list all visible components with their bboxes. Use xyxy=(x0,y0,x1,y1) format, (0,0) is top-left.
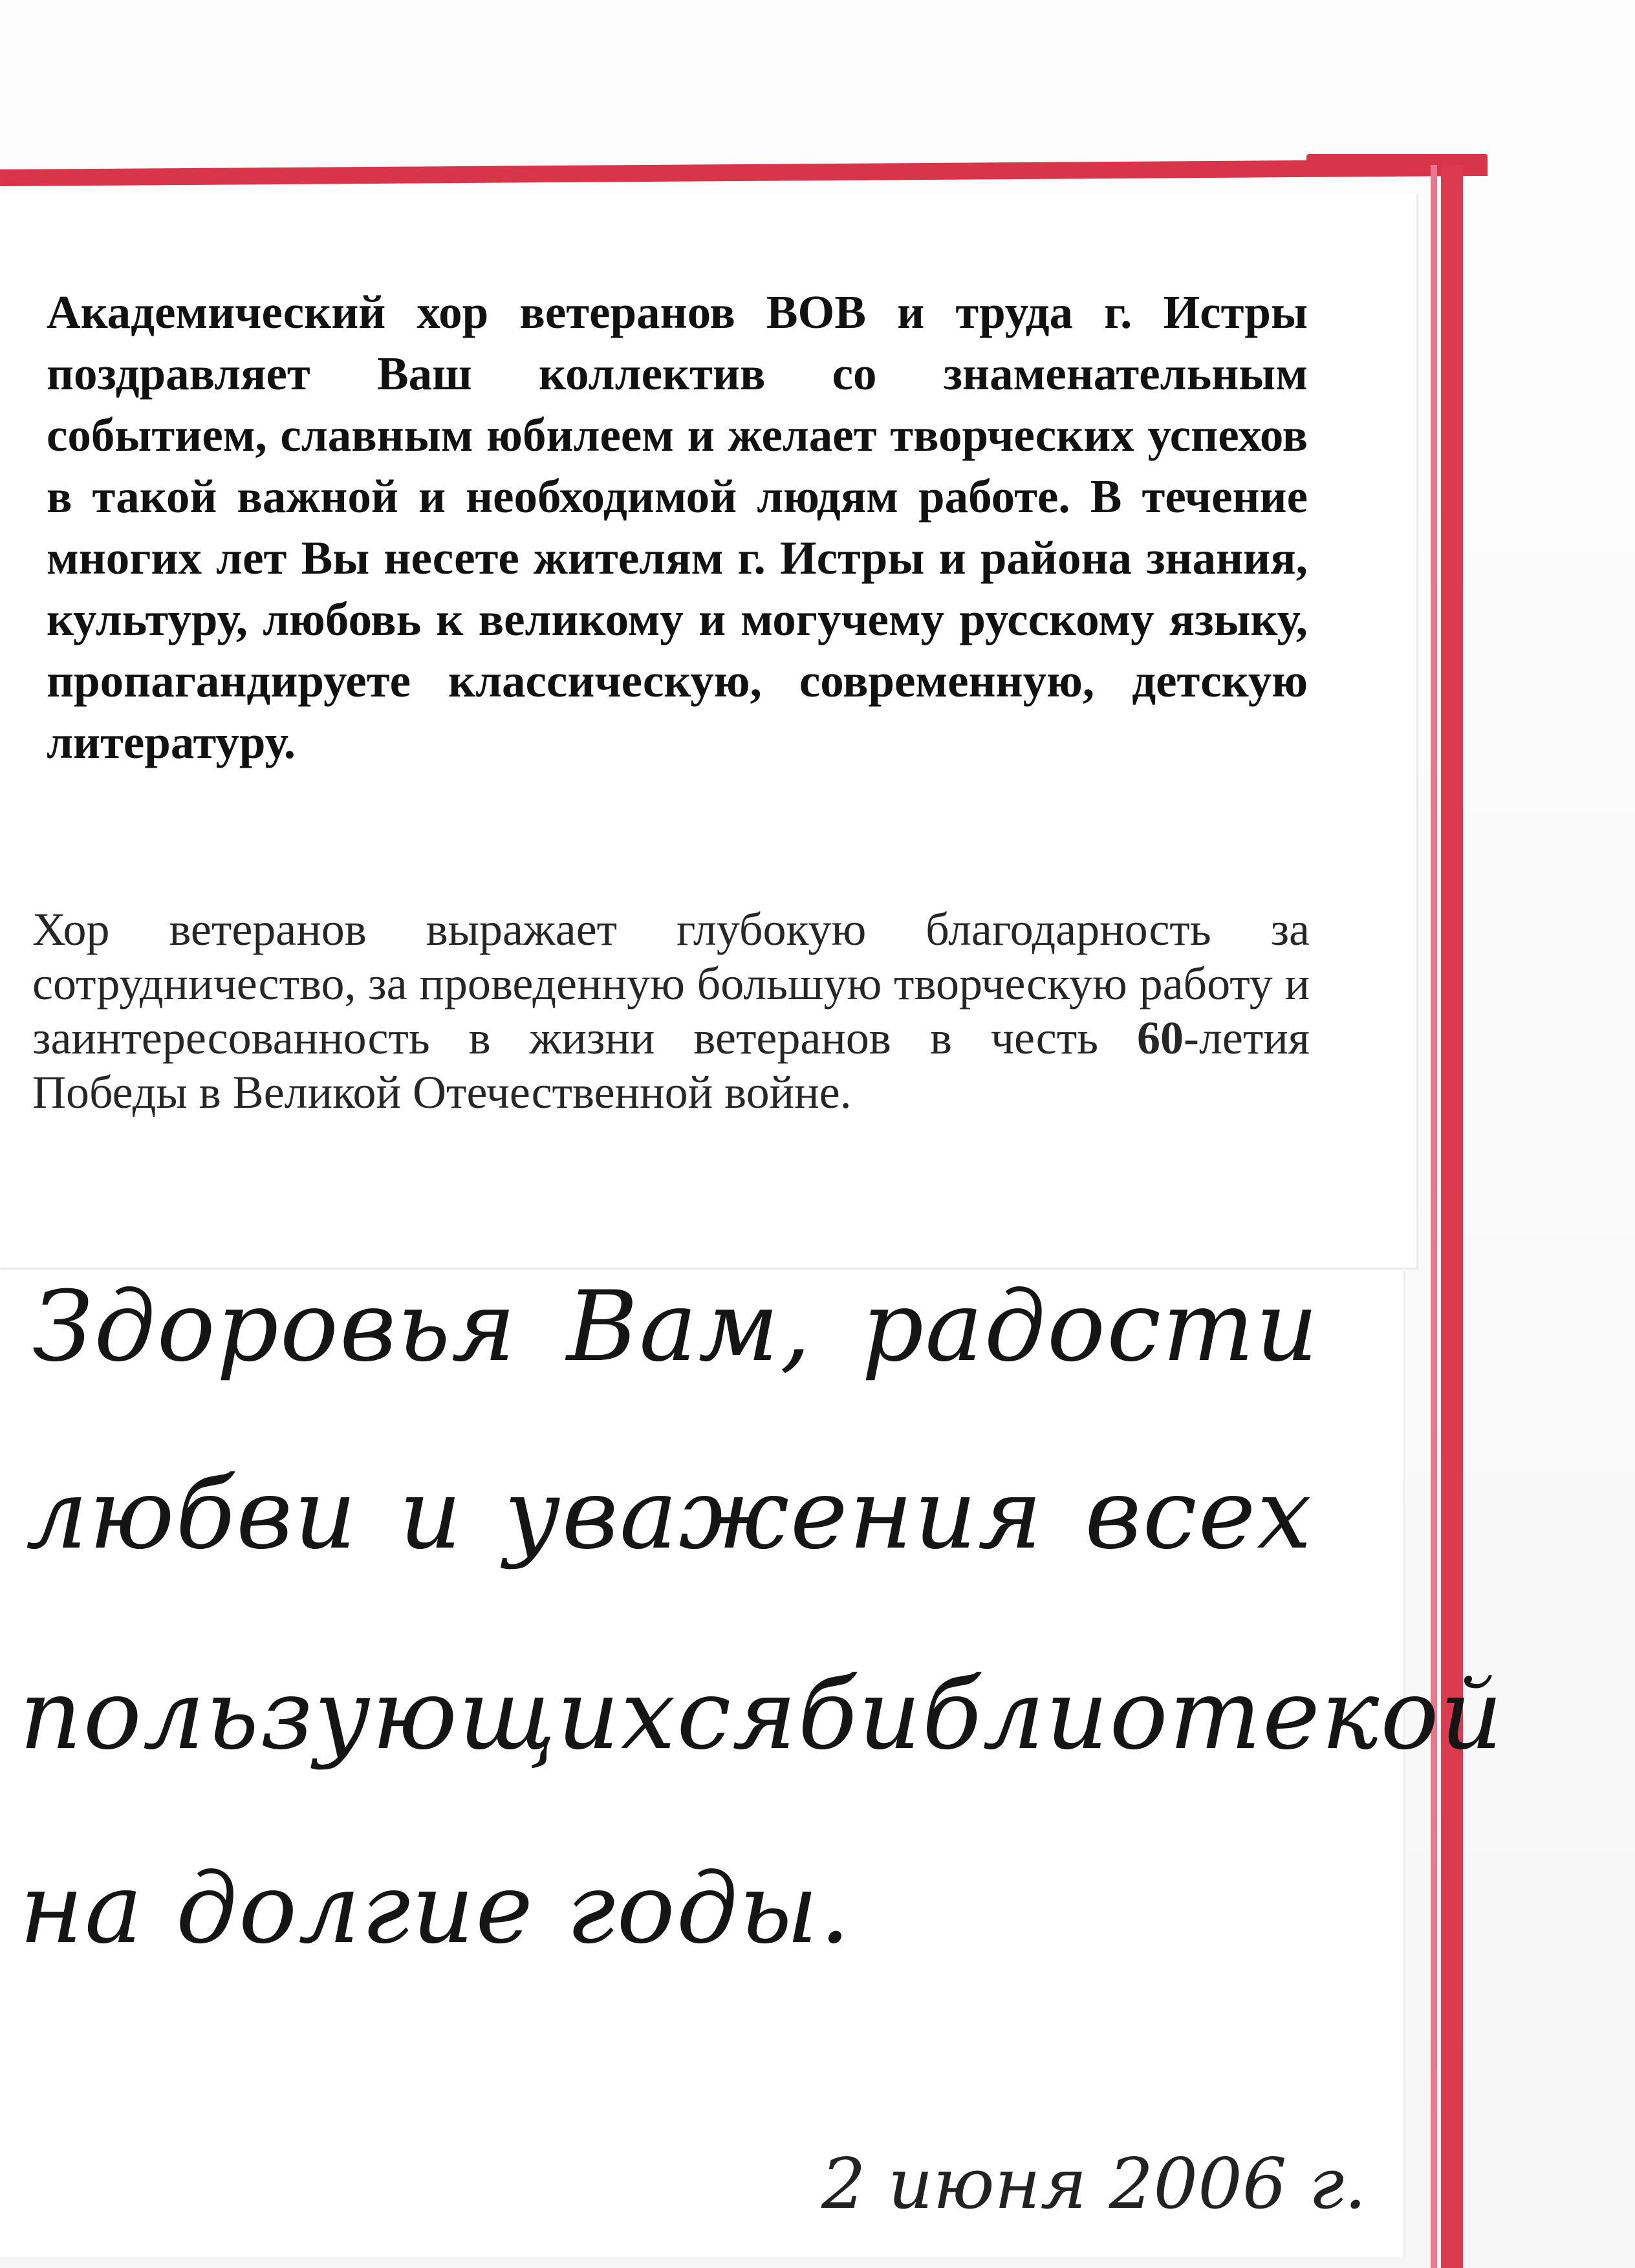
handwritten-wishes-card xyxy=(0,1271,1504,2257)
handwritten-word: Здоровья xyxy=(32,1271,517,1383)
handwritten-word: библиотекой xyxy=(797,1659,1504,1771)
handwritten-word: всех xyxy=(1085,1458,1313,1571)
gratitude-text-start: Хор ветеранов выражает глубокую благодарность за сотрудничество, за проведенную большую творческую работу и заинтересованность в жизни ветеранов в честь xyxy=(32,903,1310,1064)
handwritten-line-4: на долгие годы. xyxy=(19,1853,852,1965)
anniversary-number: 60 xyxy=(1137,1012,1184,1064)
gratitude-paragraph xyxy=(32,902,1310,1119)
printed-congratulation-sheet xyxy=(0,194,1418,1269)
handwritten-line-2 xyxy=(26,1458,1313,1571)
gratitude-text-end: -летия Победы в Великой Отечественной войне. xyxy=(32,1012,1310,1118)
red-border-right-inner xyxy=(1431,165,1437,2268)
handwritten-date: 2 июня 2006 г. xyxy=(821,2144,1367,2225)
handwritten-word: Вам, xyxy=(567,1271,812,1383)
handwritten-word: радости xyxy=(861,1271,1319,1383)
handwritten-line-3 xyxy=(19,1659,1504,1771)
congratulation-paragraph: Академический хор ветеранов ВОВ и труда г. Истры поздравляет Ваш коллектив со знаменательным событием, славным юбилеем и желает творческих успехов в такой важной и необходимой людям работе. В течение многих лет Вы несете жителям г. Истры и района знания, культуру, любовь к великому и могучему русскому языку, пропагандируете классическую, современную, детскую литературу. xyxy=(47,286,1308,768)
red-border-right xyxy=(1441,165,1463,2268)
handwritten-line-1 xyxy=(32,1271,1319,1383)
handwritten-word: пользующихся xyxy=(19,1659,798,1771)
handwritten-word: любви xyxy=(26,1458,358,1571)
handwritten-word: и xyxy=(399,1458,463,1571)
handwritten-word: уважения xyxy=(504,1458,1044,1571)
